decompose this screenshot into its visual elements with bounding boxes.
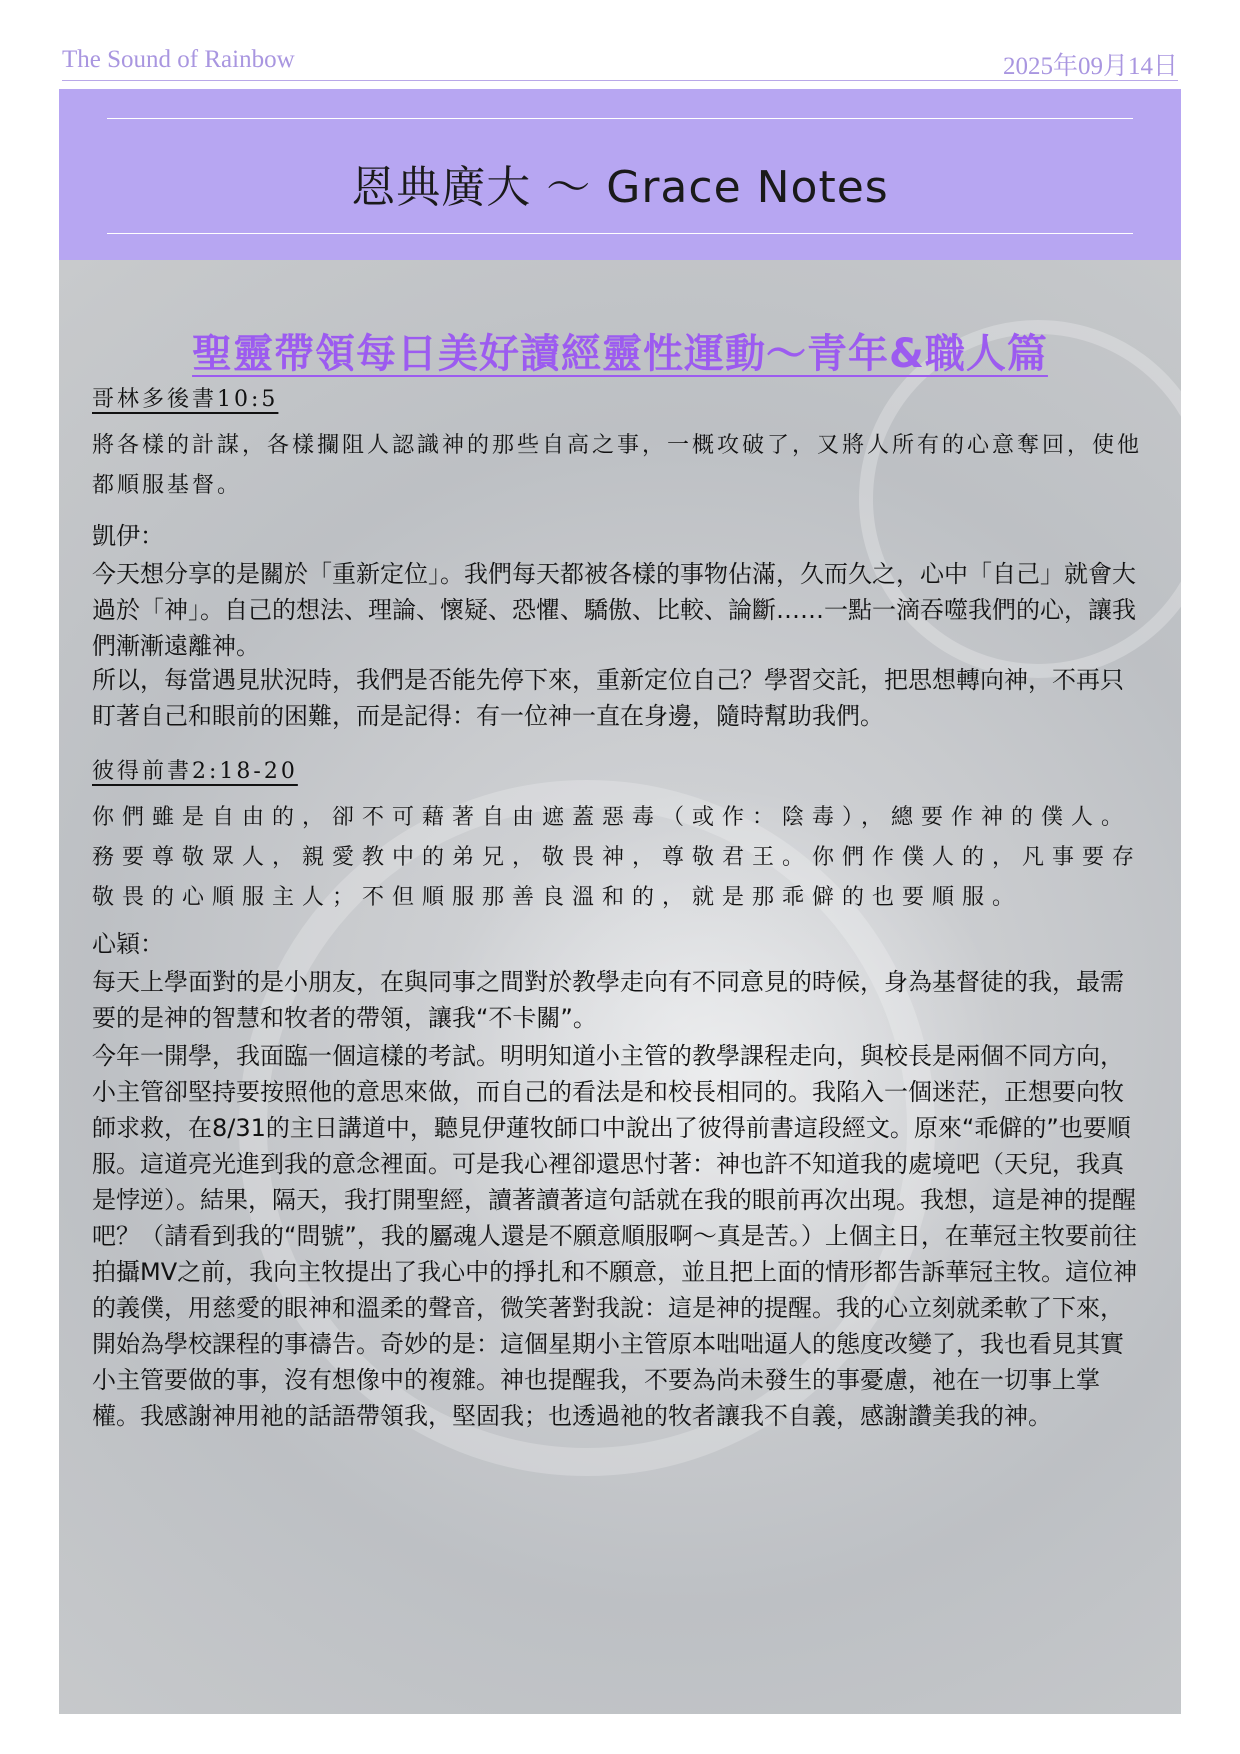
scripture-verse: 你們雖是自由的，卻不可藉著自由遮蓋惡毒（或作：陰毒），總要作神的僕人。務要尊敬眾人，親愛教中的弟兄，敬畏神，尊敬君王。你們作僕人的，凡事要存敬畏的心順服主人；不但順服那善良溫和的，就是那乖僻的也要順服。: [92, 805, 1143, 910]
paragraph: 今年一開學，我面臨一個這樣的考試。明明知道小主管的教學課程走向，與校長是兩個不同方向，小主管卻堅持要按照他的意思來做，而自己的看法是和校長相同的。我陷入一個迷茫，正想要向牧師求救，在8/31的主日講道中，聽見伊蓮牧師口中說出了彼得前書這段經文。原來“乖僻的”也要順服。這道亮光進到我的意念裡面。可是我心裡卻還思忖著：神也許不知道我的處境吧（天兒，我真是悖逆）。結果，隔天，我打開聖經，讀著讀著這句話就在我的眼前再次出現。我想，這是神的提醒吧？（請看到我的“問號”，我的屬魂人還是不願意順服啊～真是苦。）上個主日，在華冠主牧要前往拍攝MV之前，我向主牧提出了我心中的掙扎和不願意，並且把上面的情形都告訴華冠主牧。這位神的義僕，用慈愛的眼神和溫柔的聲音，微笑著對我說：這是神的提醒。我的心立刻就柔軟了下來，開始為學校課程的事禱告。奇妙的是：這個星期小主管原本咄咄逼人的態度改變了，我也看見其實小主管要做的事，沒有想像中的複雜。神也提醒我，不要為尚未發生的事憂慮，祂在一切事上掌權。我感謝神用祂的話語帶領我，堅固我；也透過祂的牧者讓我不自義，感謝讚美我的神。: [92, 1042, 1138, 1430]
scripture-reference: 彼得前書2:18-20: [92, 759, 298, 784]
banner-bottom-rule: [107, 233, 1133, 234]
article-body: [59, 260, 1181, 1714]
author-name: 凱伊：: [92, 522, 164, 550]
paragraph: 所以，每當遇見狀況時，我們是否能先停下來，重新定位自己？學習交託，把思想轉向神，不再只盯著自己和眼前的困難，而是記得：有一位神一直在身邊，隨時幫助我們。: [92, 666, 1124, 730]
scripture-reference: 哥林多後書10:5: [92, 387, 279, 412]
publication-name: The Sound of Rainbow: [62, 46, 295, 73]
paragraph: 每天上學面對的是小朋友，在與同事之間對於教學走向有不同意見的時候，身為基督徒的我，最需要的是神的智慧和牧者的帶領，讓我“不卡關”。: [92, 968, 1124, 1032]
issue-date: 2025年09月14日: [1002, 53, 1178, 80]
page-header: [62, 40, 1178, 81]
scripture-verse: 將各樣的計謀，各樣攔阻人認識神的那些自高之事，一概攻破了，又將人所有的心意奪回，使他都順服基督。: [92, 433, 1143, 498]
page-title: 恩典廣大 ～ Grace Notes: [351, 162, 889, 213]
banner-top-rule: [107, 118, 1133, 119]
paragraph: 今天想分享的是關於「重新定位」。我們每天都被各樣的事物佔滿，久而久之，心中「自己」就會大過於「神」。自己的想法、理論、懷疑、恐懼、驕傲、比較、論斷……一點一滴吞噬我們的心，讓我們漸漸遠離神。: [92, 560, 1136, 660]
article-subtitle: 聖靈帶領每日美好讀經靈性運動～青年&職人篇: [192, 331, 1048, 377]
title-banner: [59, 89, 1181, 260]
author-name: 心穎：: [92, 930, 164, 958]
